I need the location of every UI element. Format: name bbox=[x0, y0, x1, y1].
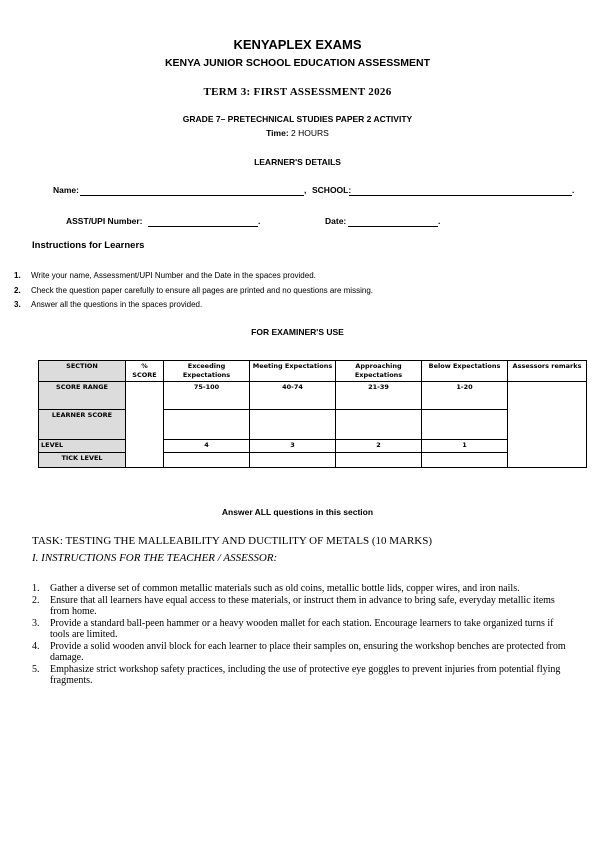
list-item bbox=[32, 618, 572, 641]
learner-score-cell[interactable] bbox=[164, 410, 250, 440]
header-below: Below Expectations bbox=[422, 361, 508, 382]
row-label-tick-level: TICK LEVEL bbox=[39, 453, 126, 468]
list-item bbox=[32, 595, 572, 618]
school-dot: . bbox=[572, 185, 575, 195]
level-cell: 3 bbox=[250, 440, 336, 453]
header-meeting: Meeting Expectations bbox=[250, 361, 336, 382]
asst-upi-field[interactable] bbox=[148, 226, 258, 227]
examiner-score-table bbox=[38, 360, 587, 468]
tick-level-cell[interactable] bbox=[336, 453, 422, 468]
assessment-title: KENYA JUNIOR SCHOOL EDUCATION ASSESSMENT bbox=[164, 57, 431, 69]
list-item-number: 2. bbox=[32, 594, 40, 606]
level-cell: 4 bbox=[164, 440, 250, 453]
row-label-level: LEVEL bbox=[39, 440, 126, 453]
teacher-instructions-heading: I. INSTRUCTIONS FOR THE TEACHER / ASSESSOR: bbox=[32, 552, 278, 564]
list-item-text: Ensure that all learners have equal access to these materials, or instruct them in advance to bring safe, everyday metallic items from home. bbox=[50, 594, 555, 617]
tick-level-cell[interactable] bbox=[422, 453, 508, 468]
learner-details-title: LEARNER'S DETAILS bbox=[254, 157, 341, 167]
header-approaching: Approaching Expectations bbox=[336, 361, 422, 382]
tick-level-cell[interactable] bbox=[164, 453, 250, 468]
score-range-cell: 1-20 bbox=[422, 382, 508, 410]
row-label-learner-score: LEARNER SCORE bbox=[39, 410, 126, 440]
examiner-use-title: FOR EXAMINER'S USE bbox=[251, 327, 344, 337]
list-item-number: 1. bbox=[32, 583, 40, 594]
table-row bbox=[39, 453, 587, 468]
header-section: SECTION bbox=[39, 361, 126, 382]
paper-title: GRADE 7– PRETECHNICAL STUDIES PAPER 2 ACTIVITY bbox=[182, 114, 413, 124]
percent-score-cell[interactable] bbox=[126, 382, 164, 468]
instruction-number: 1. bbox=[14, 271, 21, 280]
table-row bbox=[39, 382, 587, 410]
asst-dot: . bbox=[258, 216, 261, 226]
school-title: KENYAPLEX EXAMS bbox=[233, 37, 362, 52]
score-range-cell: 75-100 bbox=[164, 382, 250, 410]
date-field[interactable] bbox=[348, 226, 438, 227]
table-row bbox=[39, 440, 587, 453]
task-title: TASK: TESTING THE MALLEABILITY AND DUCTILITY OF METALS (10 MARKS) bbox=[32, 535, 433, 547]
table-header-row bbox=[39, 361, 587, 382]
list-item bbox=[32, 641, 572, 664]
name-field[interactable] bbox=[80, 195, 304, 196]
instruction-text: Answer all the questions in the spaces provided. bbox=[31, 300, 203, 309]
header-exceeding: Exceeding Expectations bbox=[164, 361, 250, 382]
instruction-number: 3. bbox=[14, 300, 21, 309]
instruction-number: 2. bbox=[14, 286, 21, 295]
name-label: Name: bbox=[53, 185, 79, 195]
list-item bbox=[32, 664, 572, 687]
instructions-title: Instructions for Learners bbox=[32, 240, 145, 251]
teacher-instructions-list bbox=[32, 583, 572, 687]
table-row bbox=[39, 410, 587, 440]
list-item-text: Emphasize strict workshop safety practices, including the use of protective eye goggles to prevent injuries from potential flying fragments. bbox=[50, 663, 561, 686]
list-item-text: Provide a standard ball-peen hammer or a heavy wooden mallet for each station. Encourage learners to take organized turns if tools are limited. bbox=[50, 617, 554, 640]
time-value: 2 HOURS bbox=[291, 128, 329, 138]
score-range-cell: 21-39 bbox=[336, 382, 422, 410]
list-item bbox=[32, 583, 572, 595]
row-label-score-range: SCORE RANGE bbox=[39, 382, 126, 410]
date-dot: . bbox=[438, 216, 441, 226]
instruction-text: Check the question paper carefully to ensure all pages are printed and no questions are missing. bbox=[31, 286, 373, 295]
header-score: % SCORE bbox=[126, 361, 164, 382]
list-item-number: 3. bbox=[32, 617, 40, 629]
name-comma: , bbox=[304, 185, 307, 195]
answer-all-instruction: Answer ALL questions in this section bbox=[221, 507, 374, 517]
assessors-remarks-cell[interactable] bbox=[508, 382, 587, 468]
learner-score-cell[interactable] bbox=[336, 410, 422, 440]
list-item-text: Provide a solid wooden anvil block for each learner to place their samples on, ensuring the workshop benches are protected from damage. bbox=[50, 640, 566, 663]
term-title: TERM 3: FIRST ASSESSMENT 2026 bbox=[203, 86, 392, 98]
level-cell: 2 bbox=[336, 440, 422, 453]
list-item-number: 4. bbox=[32, 640, 40, 652]
school-label: SCHOOL: bbox=[312, 185, 352, 195]
date-label: Date: bbox=[325, 216, 347, 226]
list-item-text: Gather a diverse set of common metallic materials such as old coins, metallic bottle lids, copper wires, and iron nails. bbox=[50, 583, 520, 594]
time-label: Time: bbox=[266, 128, 289, 138]
tick-level-cell[interactable] bbox=[250, 453, 336, 468]
school-field[interactable] bbox=[349, 195, 572, 196]
list-item-number: 5. bbox=[32, 663, 40, 675]
learner-score-cell[interactable] bbox=[422, 410, 508, 440]
time-line bbox=[0, 128, 595, 138]
instruction-text: Write your name, Assessment/UPI Number and the Date in the spaces provided. bbox=[31, 271, 316, 280]
level-cell: 1 bbox=[422, 440, 508, 453]
learner-score-cell[interactable] bbox=[250, 410, 336, 440]
header-remarks: Assessors remarks bbox=[508, 361, 587, 382]
score-range-cell: 40-74 bbox=[250, 382, 336, 410]
asst-label: ASST/UPI Number: bbox=[66, 216, 143, 226]
